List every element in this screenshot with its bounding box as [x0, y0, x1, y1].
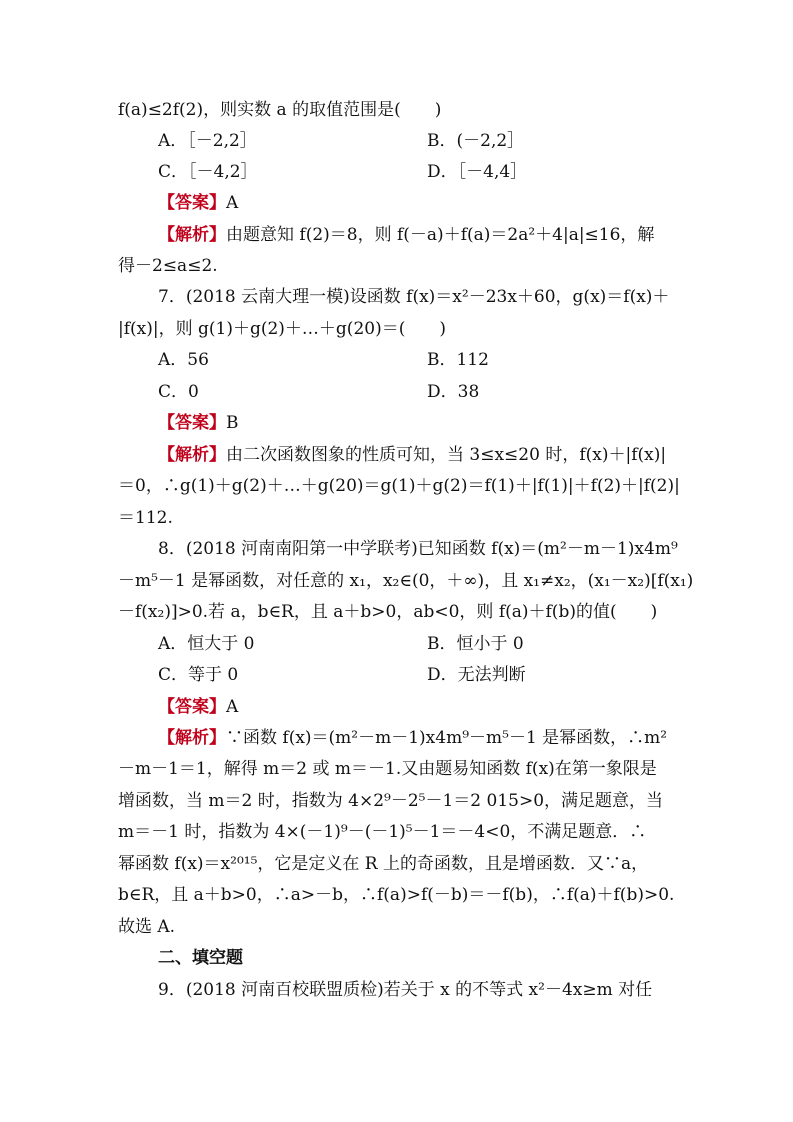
answer-label: 【答案】	[158, 413, 226, 433]
q7-stem-line-2: |f(x)|，则 g(1)＋g(2)＋…＋g(20)＝( )	[118, 319, 446, 339]
q7-option-b: B．112	[427, 350, 489, 370]
q6-answer-line	[158, 192, 718, 214]
q8-analysis-cont-4: 幂函数 f(x)＝x²⁰¹⁵，它是定义在 R 上的奇函数，且是增函数．又∵a，	[118, 854, 649, 874]
answer-label: 【答案】	[158, 697, 226, 717]
q8-answer: A	[226, 697, 239, 717]
q7-stem-line-1: 7．(2018 云南大理一模)设函数 f(x)＝x²－23x＋60，g(x)＝f(x)＋	[158, 287, 670, 307]
q8-analysis-line	[158, 727, 718, 749]
q6-analysis-text: 由题意知 f(2)＝8，则 f(－a)＋f(a)＝2a²＋4|a|≤16，解	[226, 225, 655, 245]
q6-stem-line: f(a)≤2f(2)，则实数 a 的取值范围是( )	[118, 100, 442, 120]
q8-analysis-cont-3: m＝－1 时，指数为 4×(－1)⁹－(－1)⁵－1＝－4<0，不满足题意．∴	[118, 822, 647, 842]
q8-option-b: B．恒小于 0	[427, 634, 524, 654]
q6-option-b: B．(－2,2］	[427, 131, 525, 151]
q8-analysis-text: ∵函数 f(x)＝(m²－m－1)x4m⁹－m⁵－1 是幂函数，∴m²	[226, 728, 668, 748]
q8-option-a: A．恒大于 0	[158, 634, 255, 654]
q7-analysis-line	[158, 444, 718, 466]
q8-stem-line-1: 8．(2018 河南南阳第一中学联考)已知函数 f(x)＝(m²－m－1)x4m⁹	[158, 539, 678, 559]
answer-label: 【答案】	[158, 193, 226, 213]
analysis-label: 【解析】	[158, 445, 226, 465]
q8-analysis-cont-5: b∈R，且 a＋b>0，∴a>－b，∴f(a)>f(－b)＝－f(b)，∴f(a)＋f(b)>0.	[118, 885, 675, 905]
q7-option-c: C．0	[158, 382, 199, 402]
q7-analysis-cont-1: ＝0，∴g(1)＋g(2)＋…＋g(20)＝g(1)＋g(2)＝f(1)＋|f(1)|＋f(2)＋|f(2)|	[118, 476, 680, 496]
q7-analysis-text: 由二次函数图象的性质可知，当 3≤x≤20 时，f(x)＋|f(x)|	[226, 445, 667, 465]
q8-analysis-cont-1: －m－1＝1，解得 m＝2 或 m＝－1.又由题易知函数 f(x)在第一象限是	[118, 759, 657, 779]
q7-option-a: A．56	[158, 350, 209, 370]
q8-stem-line-2: －m⁵－1 是幂函数，对任意的 x₁，x₂∈(0，＋∞)，且 x₁≠x₂，(x₁－x₂)[f(x₁)	[118, 571, 694, 591]
analysis-label: 【解析】	[158, 225, 226, 245]
q6-analysis-line	[158, 224, 718, 246]
q8-analysis-cont-6: 故选 A.	[118, 917, 176, 937]
section-title: 二、填空题	[158, 948, 243, 968]
q7-answer: B	[226, 413, 239, 433]
q8-analysis-cont-2: 增函数，当 m＝2 时，指数为 4×2⁹－2⁵－1＝2 015>0，满足题意，当	[118, 791, 664, 811]
q6-answer: A	[226, 193, 239, 213]
q7-option-d: D．38	[427, 382, 480, 402]
q6-analysis-cont: 得－2≤a≤2.	[118, 256, 218, 276]
q8-stem-line-3: －f(x₂)]>0.若 a，b∈R，且 a＋b>0，ab<0，则 f(a)＋f(b)的值( )	[118, 602, 658, 622]
analysis-label: 【解析】	[158, 728, 226, 748]
q8-answer-line	[158, 696, 718, 718]
q9-stem-line-1: 9．(2018 河南百校联盟质检)若关于 x 的不等式 x²－4x≥m 对任	[158, 980, 653, 1000]
q8-option-c: C．等于 0	[158, 665, 239, 685]
q7-analysis-cont-2: ＝112.	[118, 508, 173, 528]
q8-option-d: D．无法判断	[427, 665, 526, 685]
q7-answer-line	[158, 412, 718, 434]
q6-option-d: D．［－4,4］	[427, 162, 528, 182]
q6-option-a: A．［－2,2］	[158, 131, 257, 151]
q6-option-c: C．［－4,2］	[158, 162, 258, 182]
